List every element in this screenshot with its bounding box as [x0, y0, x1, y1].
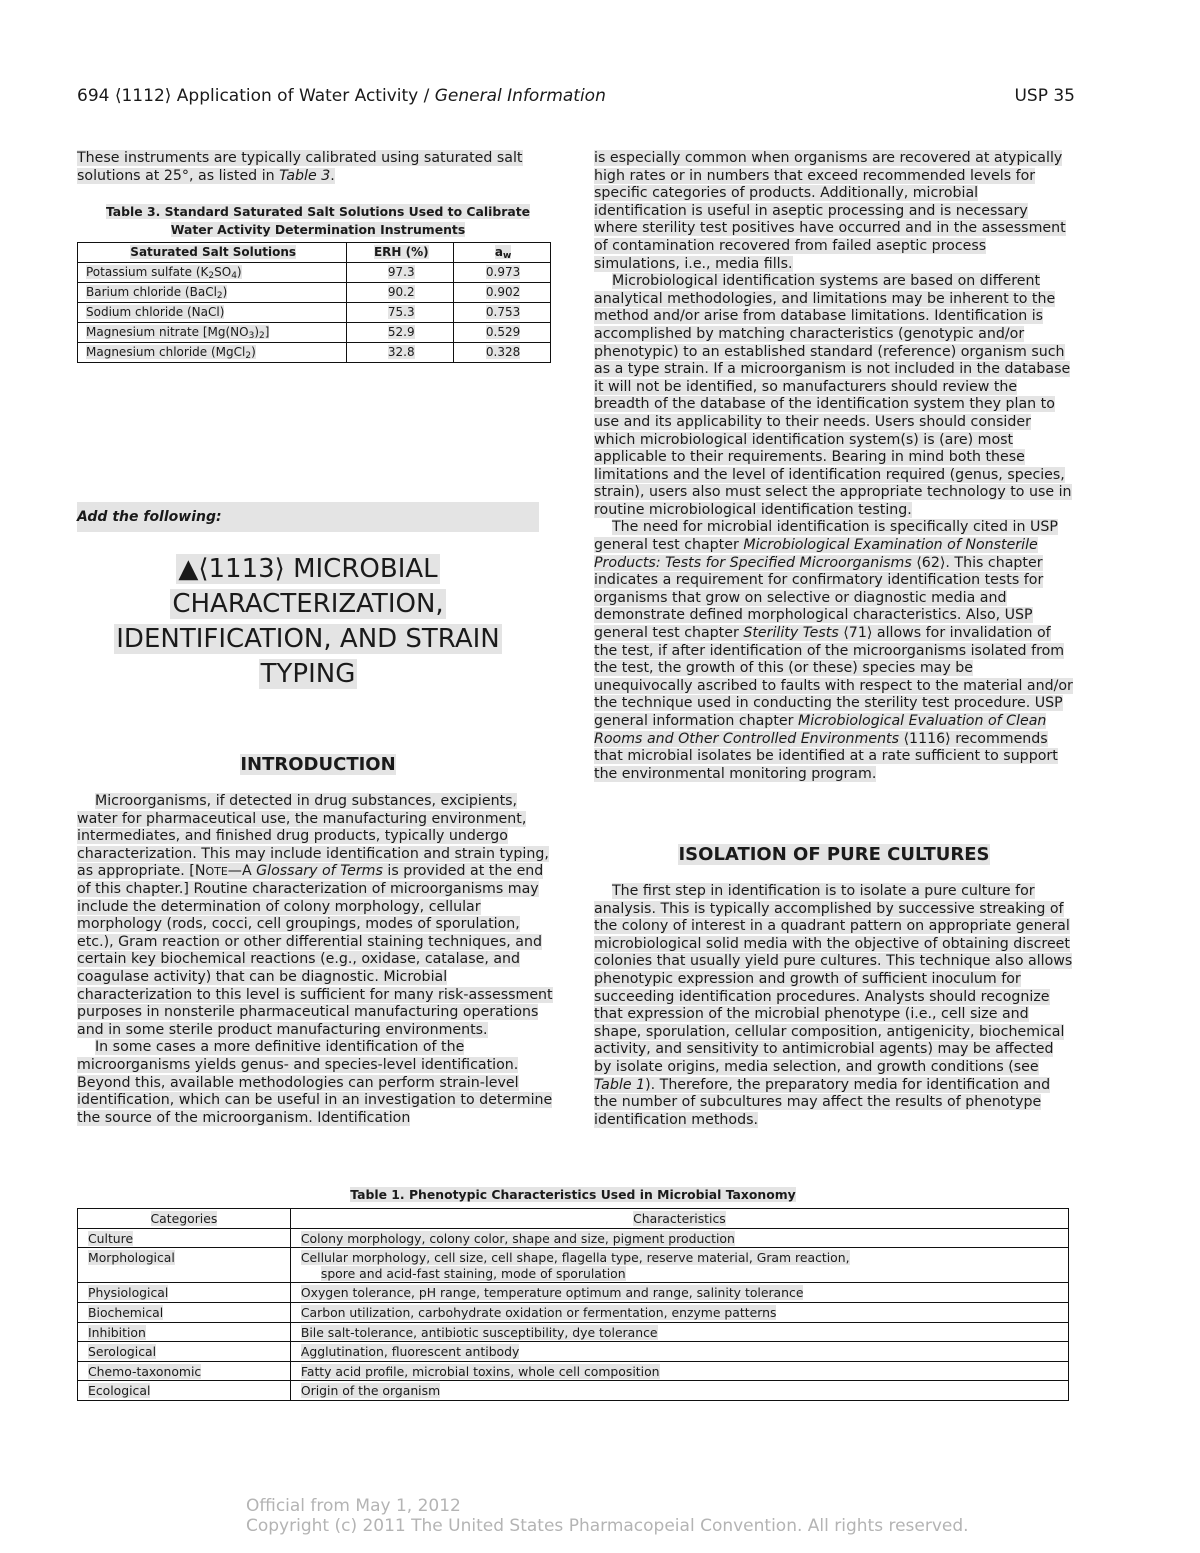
aw-cell: 0.902	[454, 283, 551, 303]
table1-reference: Table 1	[594, 1076, 646, 1093]
erh-cell: 32.8	[347, 343, 454, 363]
category-cell: Chemo-taxonomic	[78, 1361, 291, 1381]
copyright-footer	[246, 1496, 969, 1536]
table-row	[78, 1361, 1069, 1381]
table1-caption: Table 1. Phenotypic Characteristics Used in Microbial Taxonomy	[350, 1187, 796, 1202]
calibration-paragraph: These instruments are typically calibrated using saturated salt solutions at 25°, as listed in Table 3.	[77, 150, 523, 184]
chapter-title-line: ⟨1113⟩ MICROBIAL	[198, 554, 438, 584]
table3	[77, 242, 551, 363]
isolation-heading: ISOLATION OF PURE CULTURES	[678, 844, 990, 865]
salt-name-cell: Sodium chloride (NaCl)	[78, 303, 347, 323]
salt-name-cell: Barium chloride (BaCl$_2$)	[78, 283, 347, 303]
introduction-heading: INTRODUCTION	[240, 754, 396, 775]
introduction-paragraph: Microorganisms, if detected in drug substances, excipients, water for pharmaceutical use, the manufacturing environment, intermediates, and finished drug products, typically undergo characterization. This may include identification and strain typing, as appropriate. [NOTE—A Glossary of Terms is provided at the end of this chapter.] Routine characterization of microorganisms may include the determination of colony morphology, cellular morphology (rods, cocci, cell groupings, modes of sporulation, etc.), Gram reaction or other differential staining techniques, and certain key biochemical reactions (e.g., oxidase, catalase, and coagulase activity) that can be diagnostic. Microbial characterization to this level is sufficient for many risk-assessment purposes in nonsterile pharmaceutical manufacturing operations and in some sterile product manufacturing environments.	[77, 793, 553, 1038]
table-row	[78, 1248, 1069, 1283]
table3-header-row	[78, 243, 551, 263]
table-row	[78, 343, 551, 363]
official-date: Official from May 1, 2012	[246, 1496, 461, 1516]
table-row	[78, 1322, 1069, 1342]
table3-header-cell: $a_w$	[454, 243, 551, 263]
page-number: 694	[77, 86, 110, 106]
characteristics-cell: Carbon utilization, carbohydrate oxidation or fermentation, enzyme patterns	[290, 1302, 1068, 1322]
aw-cell: 0.328	[454, 343, 551, 363]
body-paragraph: Microbiological identification systems are based on different analytical methodologies, and limitations may be inherent to the method and/or arise from database limitations. Identification is accomplished by matching characteristics (genotypic and/or phenotypic) to an established standard (reference) organism such as a type strain. If a microorganism is not included in the database it will not be identified, so manufacturers should review the breadth of the database of the identification system they plan to use and its applicability to their needs. Users should consider which microbiological identification system(s) is (are) most applicable to their requirements. Bearing in mind both these limitations and the level of identification required (genus, species, strain), users also must select the appropriate technology to use in routine microbiological identification testing.	[594, 273, 1072, 518]
characteristics-cell: Colony morphology, colony color, shape and size, pigment production	[290, 1228, 1068, 1248]
erh-cell: 90.2	[347, 283, 454, 303]
category-cell: Biochemical	[78, 1302, 291, 1322]
characteristics-cell: Fatty acid profile, microbial toxins, whole cell composition	[290, 1361, 1068, 1381]
introduction-paragraph: In some cases a more definitive identification of the microorganisms yields genus- and species-level identification. Beyond this, available methodologies can perform strain-level identification, which can be useful in an investigation to determine the source of the microorganism. Identification	[77, 1039, 553, 1126]
page-header	[77, 86, 1075, 112]
isolation-paragraph: The first step in identification is to isolate a pure culture for analysis. This is typically accomplished by successive streaking of the colony of interest in a quadrant pattern on appropriate general microbiological solid media with the objective of obtaining discreet colonies that usually yield pure cultures. This technique also allows phenotypic expression and growth of sufficient inoculum for succeeding identification procedures. Analysts should recognize that expression of the microbial phenotype (i.e., cell size and shape, sporulation, cellular composition, antigenicity, biochemical activity, and sensitivity to antimicrobial agents) may be affected by isolate origins, media selection, and growth conditions (see Table 1). Therefore, the preparatory media for identification and the number of subcultures may affect the results of phenotype identification methods.	[594, 883, 1073, 1128]
table-row	[78, 1283, 1069, 1303]
table-row	[78, 323, 551, 343]
table-row	[78, 1342, 1069, 1362]
table3-header-cell: Saturated Salt Solutions	[78, 243, 347, 263]
table3-caption: Table 3. Standard Saturated Salt Solutions Used to Calibrate Water Activity Determination Instruments	[105, 204, 531, 238]
salt-name-cell: Magnesium chloride (MgCl$_2$)	[78, 343, 347, 363]
salt-name-cell: Potassium sulfate $(K_2SO_4)$	[78, 263, 347, 283]
category-cell: Physiological	[78, 1283, 291, 1303]
header-left	[77, 86, 606, 106]
table-row	[78, 1228, 1069, 1248]
characteristics-cell: Agglutination, fluorescent antibody	[290, 1342, 1068, 1362]
table1-header-cell: Categories	[78, 1209, 291, 1229]
table3-reference: Table 3	[279, 167, 331, 184]
aw-cell: 0.529	[454, 323, 551, 343]
category-cell: Inhibition	[78, 1322, 291, 1342]
category-cell: Ecological	[78, 1381, 291, 1401]
erh-cell: 97.3	[347, 263, 454, 283]
introduction-body	[77, 793, 559, 1127]
right-column	[594, 150, 1074, 783]
section-name: General Information	[434, 86, 606, 106]
left-column-top	[77, 150, 559, 363]
table3-header-cell: ERH (%)	[347, 243, 454, 263]
add-following-label: Add the following:	[77, 509, 222, 525]
table-row	[78, 1302, 1069, 1322]
insert-marker: ▲	[178, 554, 199, 584]
chapter-title-line: CHARACTERIZATION,	[172, 589, 444, 619]
characteristics-cell: Bile salt-tolerance, antibiotic susceptibility, dye tolerance	[290, 1322, 1068, 1342]
table1-header-row	[78, 1209, 1069, 1229]
chapter-ref: ⟨1112⟩	[114, 86, 172, 106]
characteristics-cell: Origin of the organism	[290, 1381, 1068, 1401]
table-row	[78, 1381, 1069, 1401]
chapter-title-line: IDENTIFICATION, AND STRAIN	[116, 624, 500, 654]
category-cell: Serological	[78, 1342, 291, 1362]
table-row	[78, 263, 551, 283]
table-row	[78, 303, 551, 323]
salt-name-cell: Magnesium nitrate $[Mg(NO_3)_2]$	[78, 323, 347, 343]
category-cell: Morphological	[78, 1248, 291, 1283]
table1-header-cell: Characteristics	[290, 1209, 1068, 1229]
category-cell: Culture	[78, 1228, 291, 1248]
characteristics-cell: Oxygen tolerance, pH range, temperature optimum and range, salinity tolerance	[290, 1283, 1068, 1303]
aw-cell: 0.753	[454, 303, 551, 323]
chapter-title-line: TYPING	[260, 659, 356, 689]
aw-cell: 0.973	[454, 263, 551, 283]
table-row	[78, 283, 551, 303]
erh-cell: 75.3	[347, 303, 454, 323]
table1	[77, 1208, 1069, 1401]
add-following-bar	[77, 502, 539, 532]
chapter-title-block	[77, 552, 539, 692]
copyright-notice: Copyright (c) 2011 The United States Pharmacopeial Convention. All rights reserved.	[246, 1516, 969, 1536]
isolation-body	[594, 883, 1074, 1129]
characteristics-cell: Cellular morphology, cell size, cell shape, flagella type, reserve material, Gram reaction, spore and acid-fast staining, mode of sporulation	[290, 1248, 1068, 1283]
body-paragraph: The need for microbial identification is specifically cited in USP general test chapter Microbiological Examination of Nonsterile Products: Tests for Specified Microorganisms ⟨62⟩. This chapter indicates a requirement for confirmatory identification tests for organisms that grow on selective or diagnostic media and demonstrate defined morphological characteristics. Also, USP general test chapter Sterility Tests ⟨71⟩ allows for invalidation of the test, if after identification of the microorganisms isolated from the test, the growth of this (or these) species may be unequivocally ascribed to faults with respect to the material and/or the technique used in conducting the sterility test procedure. USP general information chapter Microbiological Evaluation of Clean Rooms and Other Controlled Environments ⟨1116⟩ recommends that microbial isolates be identified at a rate sufficient to support the environmental monitoring program.	[594, 519, 1073, 782]
chapter-title: Application of Water Activity /	[176, 86, 430, 106]
erh-cell: 52.9	[347, 323, 454, 343]
edition: USP 35	[1014, 86, 1075, 106]
body-paragraph: is especially common when organisms are recovered at atypically high rates or in numbers that exceed recommended levels for specific categories of products. Additionally, microbial identification is useful in aseptic processing and is necessary where sterility test positives have occurred and in the assessment of contamination recovered from failed aseptic process simulations, i.e., media fills.	[594, 150, 1066, 272]
